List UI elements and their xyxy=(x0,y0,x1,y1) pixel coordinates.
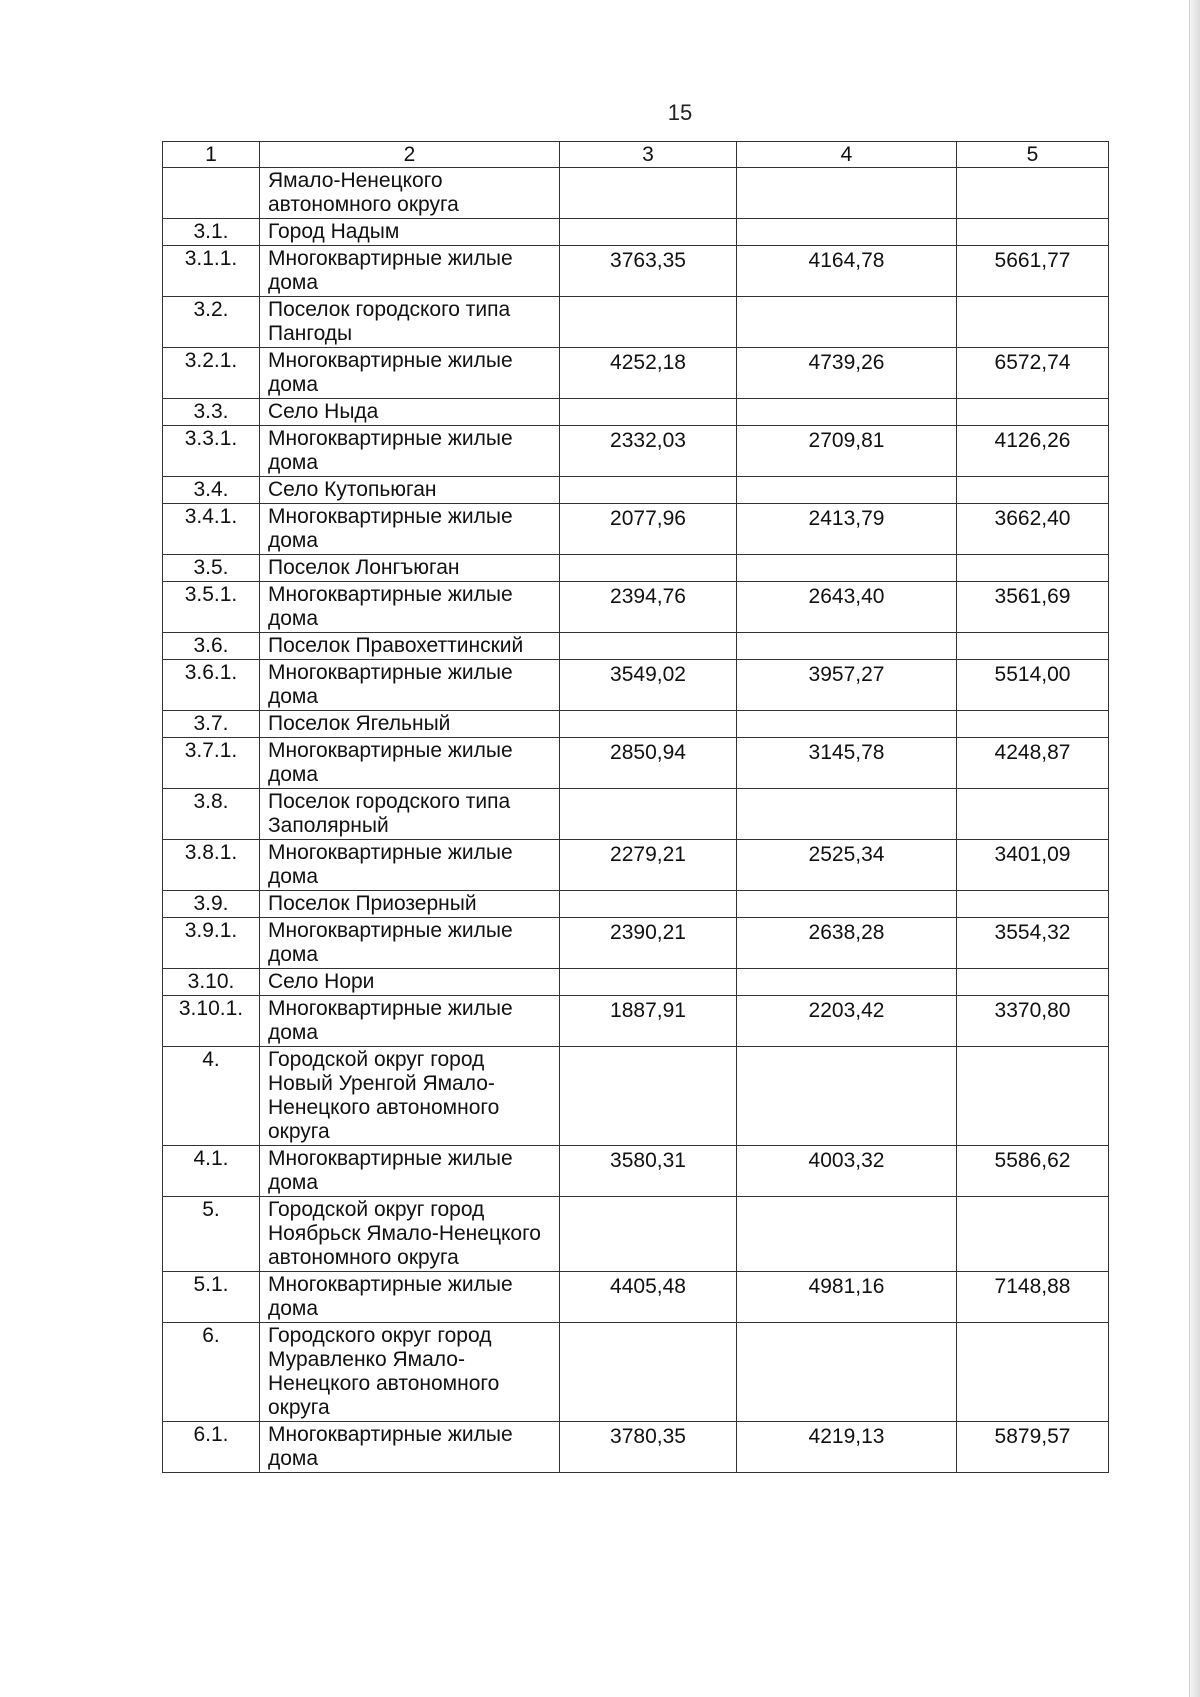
table-body xyxy=(163,142,1109,1473)
value-col3-cell: 4405,48 xyxy=(560,1272,737,1323)
value-col4-cell xyxy=(737,399,957,426)
row-name-cell: Многоквартирные жилые дома xyxy=(260,582,560,633)
value-col3-cell xyxy=(560,555,737,582)
row-number-cell: 6. xyxy=(163,1323,260,1422)
page-number: 15 xyxy=(667,100,693,125)
row-number-cell: 3.10.1. xyxy=(163,996,260,1047)
row-name-cell: Поселок городского типа Пангоды xyxy=(260,297,560,348)
value-col4-cell xyxy=(737,1047,957,1146)
row-number-cell: 3.10. xyxy=(163,969,260,996)
header-cell: 2 xyxy=(260,142,560,168)
row-number-cell: 6.1. xyxy=(163,1422,260,1473)
value-col5-cell: 6572,74 xyxy=(957,348,1109,399)
row-name-cell: Поселок городского типа Заполярный xyxy=(260,789,560,840)
row-number-cell: 4. xyxy=(163,1047,260,1146)
value-col5-cell: 3554,32 xyxy=(957,918,1109,969)
row-number-cell: 5.1. xyxy=(163,1272,260,1323)
value-col4-cell xyxy=(737,219,957,246)
value-col3-cell xyxy=(560,219,737,246)
value-col4-cell xyxy=(737,891,957,918)
table-row xyxy=(163,168,1109,219)
table-row xyxy=(163,1272,1109,1323)
value-col5-cell xyxy=(957,477,1109,504)
value-col5-cell xyxy=(957,891,1109,918)
value-col3-cell xyxy=(560,1323,737,1422)
row-number-cell: 3.1. xyxy=(163,219,260,246)
value-col3-cell xyxy=(560,399,737,426)
value-col5-cell xyxy=(957,969,1109,996)
value-col5-cell xyxy=(957,1323,1109,1422)
table-row xyxy=(163,738,1109,789)
row-name-cell: Городской округ город Ноябрьск Ямало-Ненецкого автономного округа xyxy=(260,1197,560,1272)
table-row xyxy=(163,1146,1109,1197)
value-col3-cell: 2077,96 xyxy=(560,504,737,555)
row-name-cell: Многоквартирные жилые дома xyxy=(260,738,560,789)
table-row xyxy=(163,1047,1109,1146)
value-col4-cell xyxy=(737,969,957,996)
table-row xyxy=(163,711,1109,738)
row-number-cell: 3.9.1. xyxy=(163,918,260,969)
value-col4-cell xyxy=(737,711,957,738)
value-col3-cell: 3549,02 xyxy=(560,660,737,711)
value-col3-cell xyxy=(560,633,737,660)
table-row xyxy=(163,348,1109,399)
value-col4-cell: 2525,34 xyxy=(737,840,957,891)
row-name-cell: Село Ныда xyxy=(260,399,560,426)
table-row xyxy=(163,633,1109,660)
value-col3-cell: 3580,31 xyxy=(560,1146,737,1197)
table-row xyxy=(163,246,1109,297)
value-col5-cell: 5514,00 xyxy=(957,660,1109,711)
row-name-cell: Село Кутопьюган xyxy=(260,477,560,504)
row-name-cell: Многоквартирные жилые дома xyxy=(260,504,560,555)
value-col5-cell xyxy=(957,1197,1109,1272)
value-col4-cell: 4981,16 xyxy=(737,1272,957,1323)
row-name-cell: Городской округ город Новый Уренгой Ямало-Ненецкого автономного округа xyxy=(260,1047,560,1146)
value-col3-cell: 4252,18 xyxy=(560,348,737,399)
row-number-cell: 3.2.1. xyxy=(163,348,260,399)
value-col4-cell xyxy=(737,168,957,219)
value-col5-cell: 3401,09 xyxy=(957,840,1109,891)
value-col3-cell: 3763,35 xyxy=(560,246,737,297)
value-col5-cell: 3370,80 xyxy=(957,996,1109,1047)
table-row xyxy=(163,918,1109,969)
row-number-cell: 4.1. xyxy=(163,1146,260,1197)
table-row xyxy=(163,969,1109,996)
value-col5-cell: 5879,57 xyxy=(957,1422,1109,1473)
value-col4-cell: 2709,81 xyxy=(737,426,957,477)
row-name-cell: Многоквартирные жилые дома xyxy=(260,996,560,1047)
value-col3-cell: 2390,21 xyxy=(560,918,737,969)
table-header-row xyxy=(163,142,1109,168)
value-col4-cell: 4164,78 xyxy=(737,246,957,297)
value-col5-cell: 4248,87 xyxy=(957,738,1109,789)
table-row xyxy=(163,426,1109,477)
table-row xyxy=(163,399,1109,426)
row-name-cell: Поселок Лонгъюган xyxy=(260,555,560,582)
header-cell: 1 xyxy=(163,142,260,168)
row-number-cell: 3.1.1. xyxy=(163,246,260,297)
value-col5-cell xyxy=(957,1047,1109,1146)
value-col4-cell: 2643,40 xyxy=(737,582,957,633)
value-col4-cell xyxy=(737,1197,957,1272)
value-col5-cell xyxy=(957,399,1109,426)
row-name-cell: Многоквартирные жилые дома xyxy=(260,246,560,297)
value-col3-cell: 2850,94 xyxy=(560,738,737,789)
value-col3-cell xyxy=(560,1197,737,1272)
value-col4-cell: 2203,42 xyxy=(737,996,957,1047)
row-name-cell: Многоквартирные жилые дома xyxy=(260,660,560,711)
table-row xyxy=(163,840,1109,891)
value-col5-cell xyxy=(957,168,1109,219)
value-col3-cell xyxy=(560,1047,737,1146)
table-row xyxy=(163,1422,1109,1473)
value-col5-cell: 7148,88 xyxy=(957,1272,1109,1323)
row-name-cell: Ямало-Ненецкого автономного округа xyxy=(260,168,560,219)
row-name-cell: Поселок Правохеттинский xyxy=(260,633,560,660)
row-number-cell: 3.3.1. xyxy=(163,426,260,477)
value-col5-cell xyxy=(957,297,1109,348)
row-number-cell: 3.6.1. xyxy=(163,660,260,711)
row-name-cell: Село Нори xyxy=(260,969,560,996)
value-col4-cell: 2638,28 xyxy=(737,918,957,969)
value-col4-cell: 4003,32 xyxy=(737,1146,957,1197)
row-number-cell: 3.5. xyxy=(163,555,260,582)
row-number-cell: 3.7. xyxy=(163,711,260,738)
table-row xyxy=(163,555,1109,582)
table-row xyxy=(163,582,1109,633)
table-row xyxy=(163,504,1109,555)
value-col3-cell: 2279,21 xyxy=(560,840,737,891)
value-col3-cell xyxy=(560,789,737,840)
row-name-cell: Многоквартирные жилые дома xyxy=(260,1422,560,1473)
value-col5-cell xyxy=(957,219,1109,246)
row-number-cell: 3.4.1. xyxy=(163,504,260,555)
value-col3-cell xyxy=(560,168,737,219)
row-number-cell: 3.6. xyxy=(163,633,260,660)
value-col5-cell xyxy=(957,633,1109,660)
value-col3-cell: 1887,91 xyxy=(560,996,737,1047)
table-row xyxy=(163,660,1109,711)
row-number-cell: 3.8. xyxy=(163,789,260,840)
header-cell: 5 xyxy=(957,142,1109,168)
value-col4-cell xyxy=(737,297,957,348)
row-name-cell: Многоквартирные жилые дома xyxy=(260,1272,560,1323)
row-number-cell: 3.7.1. xyxy=(163,738,260,789)
value-col5-cell: 3662,40 xyxy=(957,504,1109,555)
row-number-cell xyxy=(163,168,260,219)
row-number-cell: 5. xyxy=(163,1197,260,1272)
row-number-cell: 3.3. xyxy=(163,399,260,426)
table-row xyxy=(163,297,1109,348)
value-col4-cell xyxy=(737,1323,957,1422)
value-col3-cell xyxy=(560,477,737,504)
row-name-cell: Город Надым xyxy=(260,219,560,246)
value-col5-cell xyxy=(957,555,1109,582)
row-name-cell: Поселок Ягельный xyxy=(260,711,560,738)
value-col4-cell: 3145,78 xyxy=(737,738,957,789)
row-number-cell: 3.9. xyxy=(163,891,260,918)
value-col5-cell: 5586,62 xyxy=(957,1146,1109,1197)
row-number-cell: 3.2. xyxy=(163,297,260,348)
row-name-cell: Многоквартирные жилые дома xyxy=(260,1146,560,1197)
value-col5-cell: 5661,77 xyxy=(957,246,1109,297)
value-col4-cell xyxy=(737,555,957,582)
value-col4-cell: 2413,79 xyxy=(737,504,957,555)
value-col4-cell xyxy=(737,477,957,504)
row-number-cell: 3.8.1. xyxy=(163,840,260,891)
header-cell: 4 xyxy=(737,142,957,168)
value-col4-cell: 3957,27 xyxy=(737,660,957,711)
value-col3-cell: 2332,03 xyxy=(560,426,737,477)
value-col3-cell xyxy=(560,711,737,738)
row-number-cell: 3.5.1. xyxy=(163,582,260,633)
header-cell: 3 xyxy=(560,142,737,168)
value-col5-cell: 3561,69 xyxy=(957,582,1109,633)
table-row xyxy=(163,789,1109,840)
value-col3-cell: 2394,76 xyxy=(560,582,737,633)
value-col5-cell: 4126,26 xyxy=(957,426,1109,477)
value-col4-cell xyxy=(737,789,957,840)
table-row xyxy=(163,1323,1109,1422)
value-col5-cell xyxy=(957,789,1109,840)
table-row xyxy=(163,996,1109,1047)
row-name-cell: Городского округ город Муравленко Ямало-Ненецкого автономного округа xyxy=(260,1323,560,1422)
value-col3-cell xyxy=(560,891,737,918)
value-col4-cell: 4219,13 xyxy=(737,1422,957,1473)
table-row xyxy=(163,891,1109,918)
value-col3-cell xyxy=(560,297,737,348)
row-name-cell: Многоквартирные жилые дома xyxy=(260,918,560,969)
value-col5-cell xyxy=(957,711,1109,738)
value-col4-cell xyxy=(737,633,957,660)
row-name-cell: Многоквартирные жилые дома xyxy=(260,348,560,399)
row-name-cell: Многоквартирные жилые дома xyxy=(260,840,560,891)
table-row xyxy=(163,1197,1109,1272)
row-name-cell: Поселок Приозерный xyxy=(260,891,560,918)
value-col3-cell xyxy=(560,969,737,996)
page-edge xyxy=(1189,0,1200,1697)
row-number-cell: 3.4. xyxy=(163,477,260,504)
row-name-cell: Многоквартирные жилые дома xyxy=(260,426,560,477)
data-table xyxy=(162,141,1109,1473)
value-col4-cell: 4739,26 xyxy=(737,348,957,399)
table-row xyxy=(163,477,1109,504)
table-row xyxy=(163,219,1109,246)
value-col3-cell: 3780,35 xyxy=(560,1422,737,1473)
